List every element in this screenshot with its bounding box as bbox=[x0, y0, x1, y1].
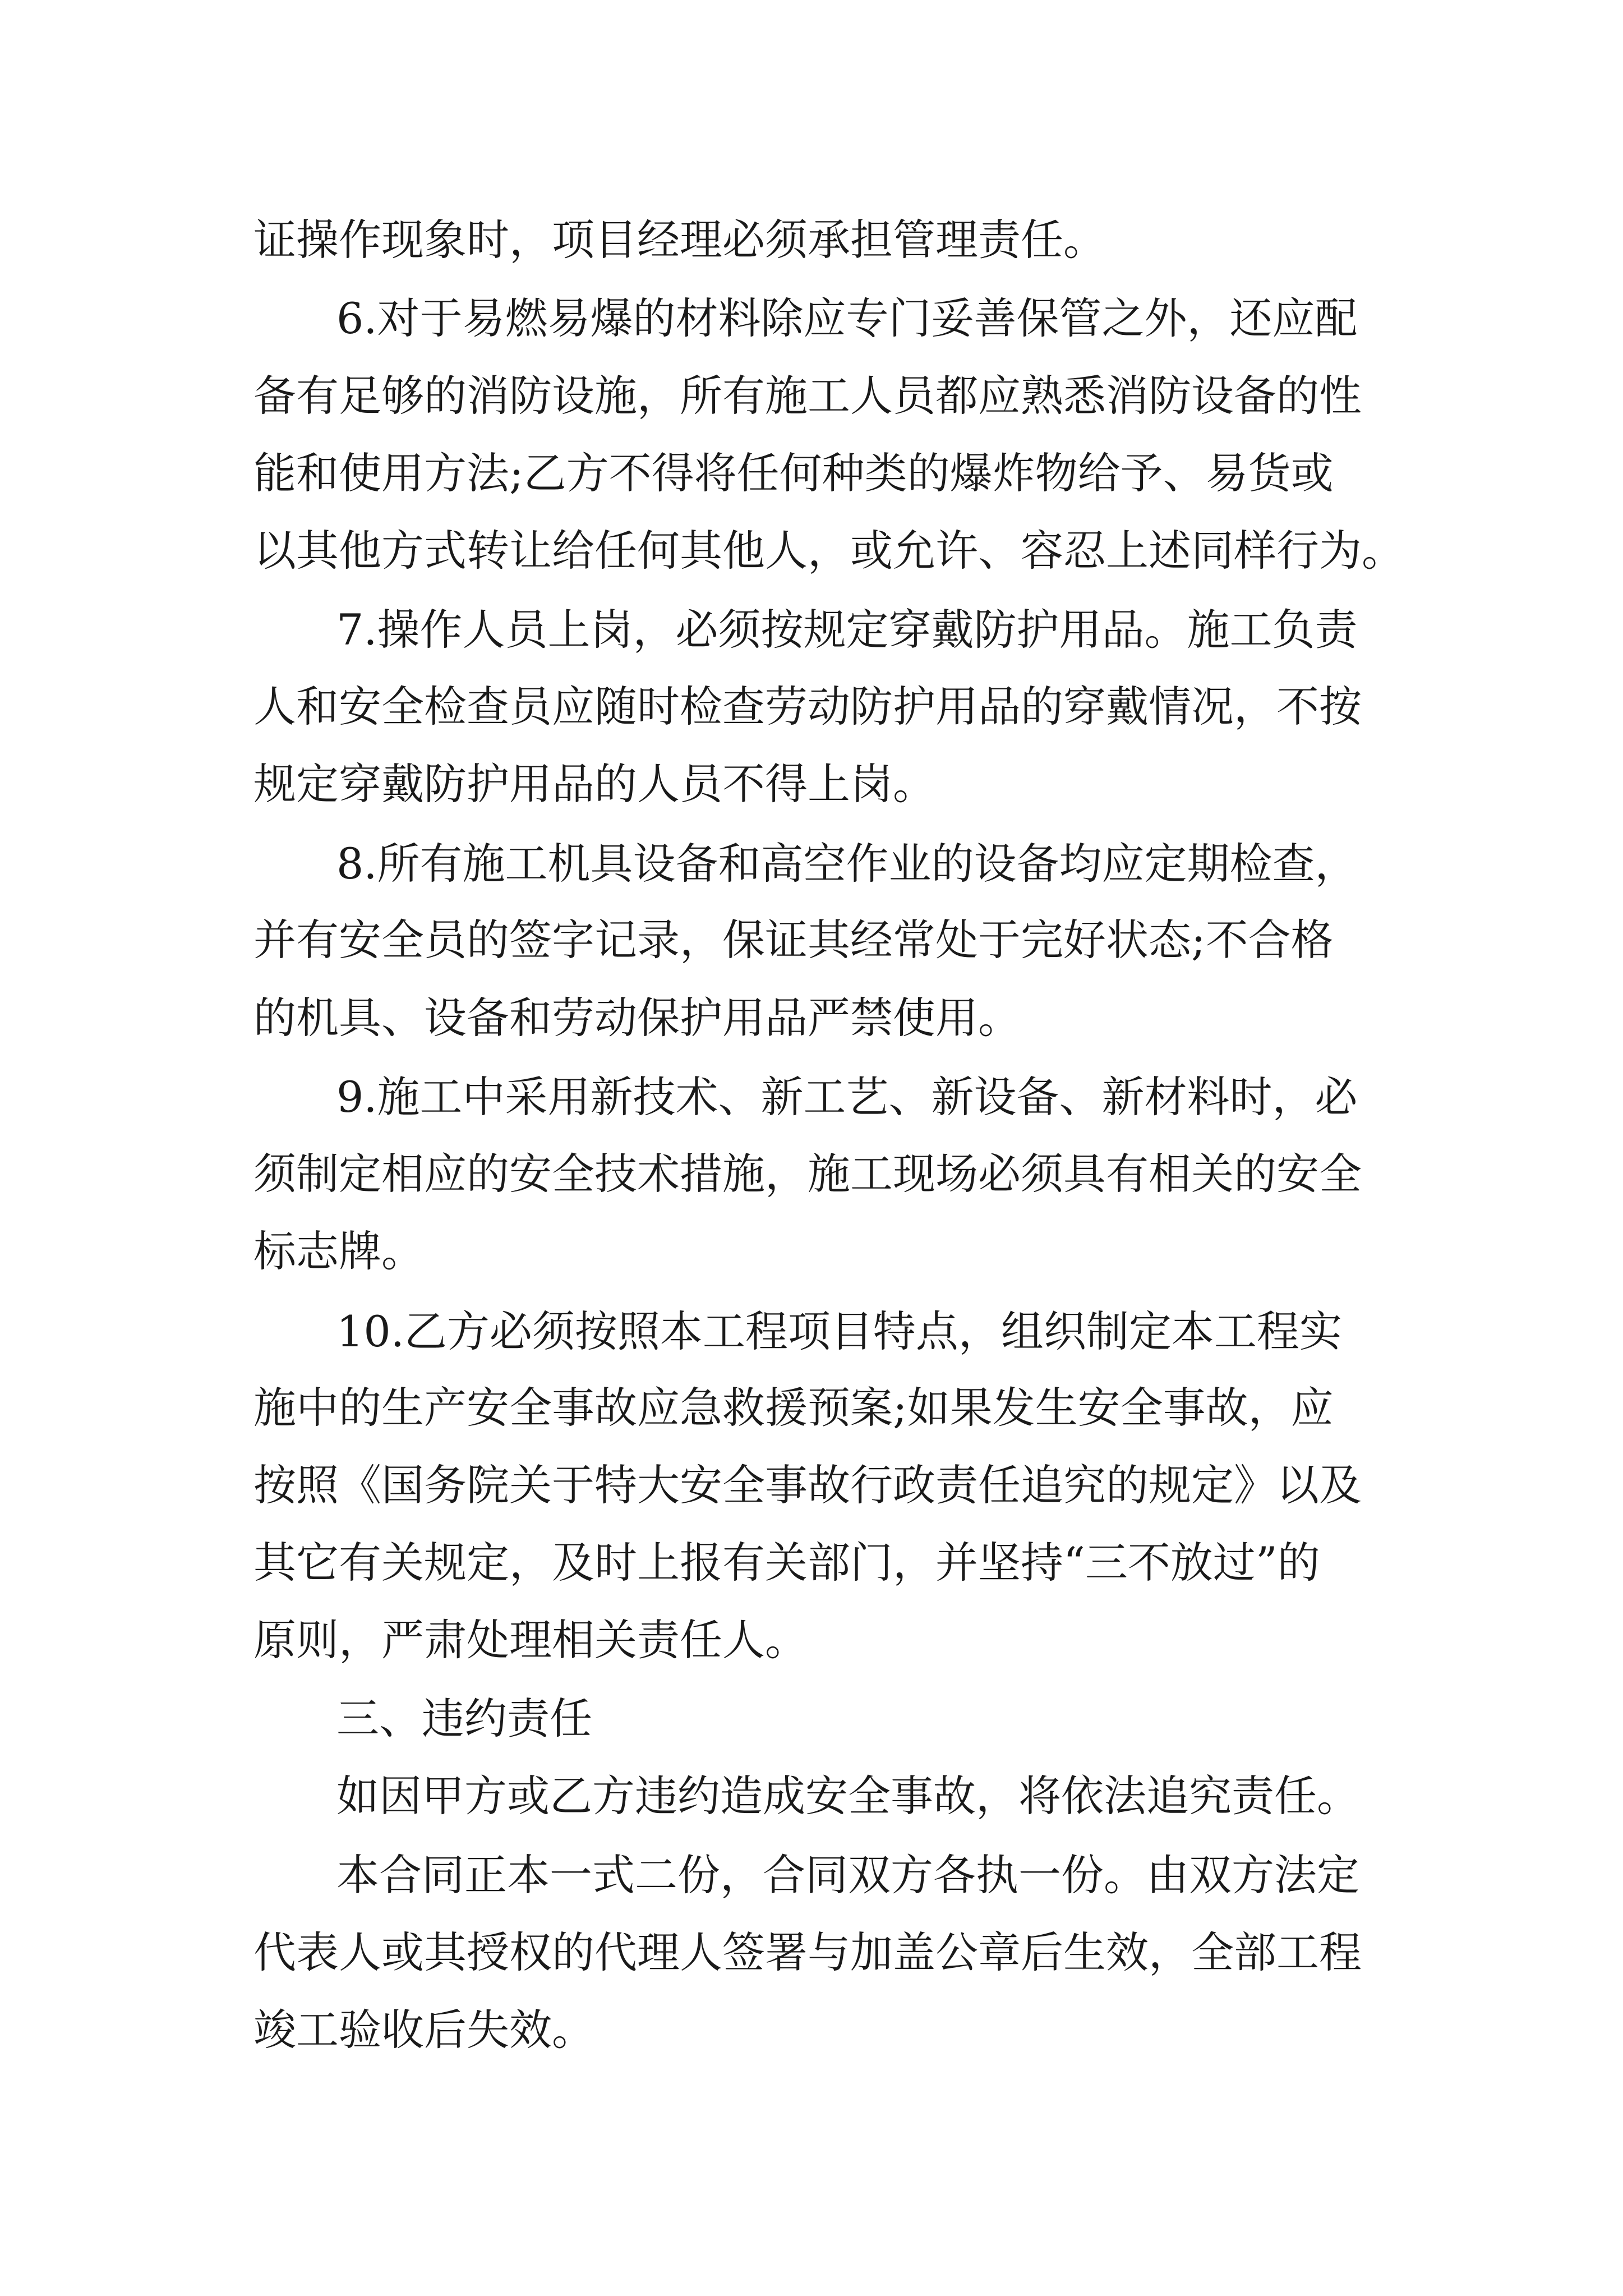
text-line: 原则，严肃处理相关责任人。 bbox=[253, 1615, 808, 1665]
text-line: 须制定相应的安全技术措施，施工现场必须具有相关的安全 bbox=[253, 1149, 1362, 1199]
text-line: 10.乙方必须按照本工程项目特点，组织制定本工程实 bbox=[336, 1306, 1342, 1356]
text-line: 规定穿戴防护用品的人员不得上岗。 bbox=[253, 759, 935, 809]
text-line: 人和安全检查员应随时检查劳动防护用品的穿戴情况，不按 bbox=[253, 682, 1362, 731]
text-line: 按照《国务院关于特大安全事故行政责任追究的规定》以及 bbox=[253, 1460, 1362, 1510]
text-line: 7.操作人员上岗，必须按规定穿戴防护用品。施工负责 bbox=[336, 605, 1358, 655]
text-line: 8.所有施工机具设备和高空作业的设备均应定期检查， bbox=[336, 839, 1358, 889]
text-line: 施中的生产安全事故应急救援预案;如果发生安全事故，应 bbox=[253, 1383, 1334, 1433]
text-line: 9.施工中采用新技术、新工艺、新设备、新材料时，必 bbox=[336, 1072, 1358, 1122]
text-line: 其它有关规定，及时上报有关部门，并坚持“三不放过”的 bbox=[253, 1538, 1320, 1588]
text-line: 的机具、设备和劳动保护用品严禁使用。 bbox=[253, 993, 1021, 1043]
text-line: 如因甲方或乙方违约造成安全事故，将依法追究责任。 bbox=[336, 1771, 1359, 1821]
text-line: 能和使用方法;乙方不得将任何种类的爆炸物给予、易货或 bbox=[253, 448, 1334, 498]
text-line: 证操作现象时，项目经理必须承担管理责任。 bbox=[253, 215, 1106, 265]
text-line: 以其他方式转让给任何其他人，或允许、容忍上述同样行为。 bbox=[253, 526, 1404, 576]
text-line: 竣工验收后失效。 bbox=[253, 2005, 594, 2055]
text-line: 本合同正本一式二份，合同双方各执一份。由双方法定 bbox=[336, 1850, 1359, 1900]
text-line: 代表人或其授权的代理人签署与加盖公章后生效，全部工程 bbox=[253, 1927, 1362, 1977]
text-line: 6.对于易燃易爆的材料除应专门妥善保管之外，还应配 bbox=[336, 293, 1358, 343]
text-line: 并有安全员的签字记录，保证其经常处于完好状态;不合格 bbox=[253, 915, 1334, 965]
text-line: 标志牌。 bbox=[253, 1226, 424, 1276]
text-line: 备有足够的消防设施，所有施工人员都应熟悉消防设备的性 bbox=[253, 371, 1362, 421]
section-heading: 三、违约责任 bbox=[336, 1694, 592, 1743]
